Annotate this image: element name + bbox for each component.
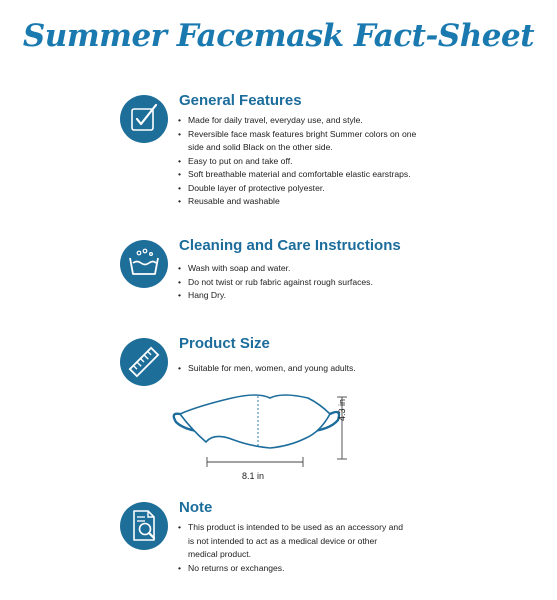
list-item: • Made for daily travel, everyday use, and style. — [178, 114, 418, 128]
page-title: Summer Facemask Fact-Sheet — [22, 18, 535, 54]
list-item: • Do not twist or rub fabric against rough surfaces. — [178, 276, 418, 290]
list-item: • Suitable for men, women, and young adults. — [178, 362, 418, 376]
checkmark-icon — [120, 95, 168, 143]
list-item: • Easy to put on and take off. — [178, 155, 418, 169]
height-label: 4.3 in — [337, 398, 347, 421]
list-item: • This product is intended to be used as an accessory and is not intended to act as a medical device or other medical product. — [178, 521, 403, 562]
section-heading-general-features: General Features — [179, 92, 302, 109]
note-list — [178, 521, 403, 575]
list-item: • Reversible face mask features bright Summer colors on one side and solid Black on the other side. — [178, 128, 418, 155]
list-item: • Reusable and washable — [178, 195, 418, 209]
list-item: • Hang Dry. — [178, 289, 418, 303]
ruler-icon — [120, 338, 168, 386]
width-label: 8.1 in — [242, 471, 265, 481]
document-search-icon — [120, 502, 168, 550]
list-item: • No returns or exchanges. — [178, 562, 403, 576]
list-item: • Wash with soap and water. — [178, 262, 418, 276]
general-features-list — [178, 114, 418, 209]
product-size-list — [178, 362, 418, 376]
section-heading-cleaning-care: Cleaning and Care Instructions — [179, 237, 401, 254]
cleaning-care-list — [178, 262, 418, 303]
section-heading-product-size: Product Size — [179, 335, 270, 352]
wash-basin-icon — [120, 240, 168, 288]
width-dimension-line — [205, 456, 305, 468]
list-item: • Double layer of protective polyester. — [178, 182, 418, 196]
list-item: • Soft breathable material and comfortable elastic earstraps. — [178, 168, 418, 182]
section-heading-note: Note — [179, 499, 213, 516]
